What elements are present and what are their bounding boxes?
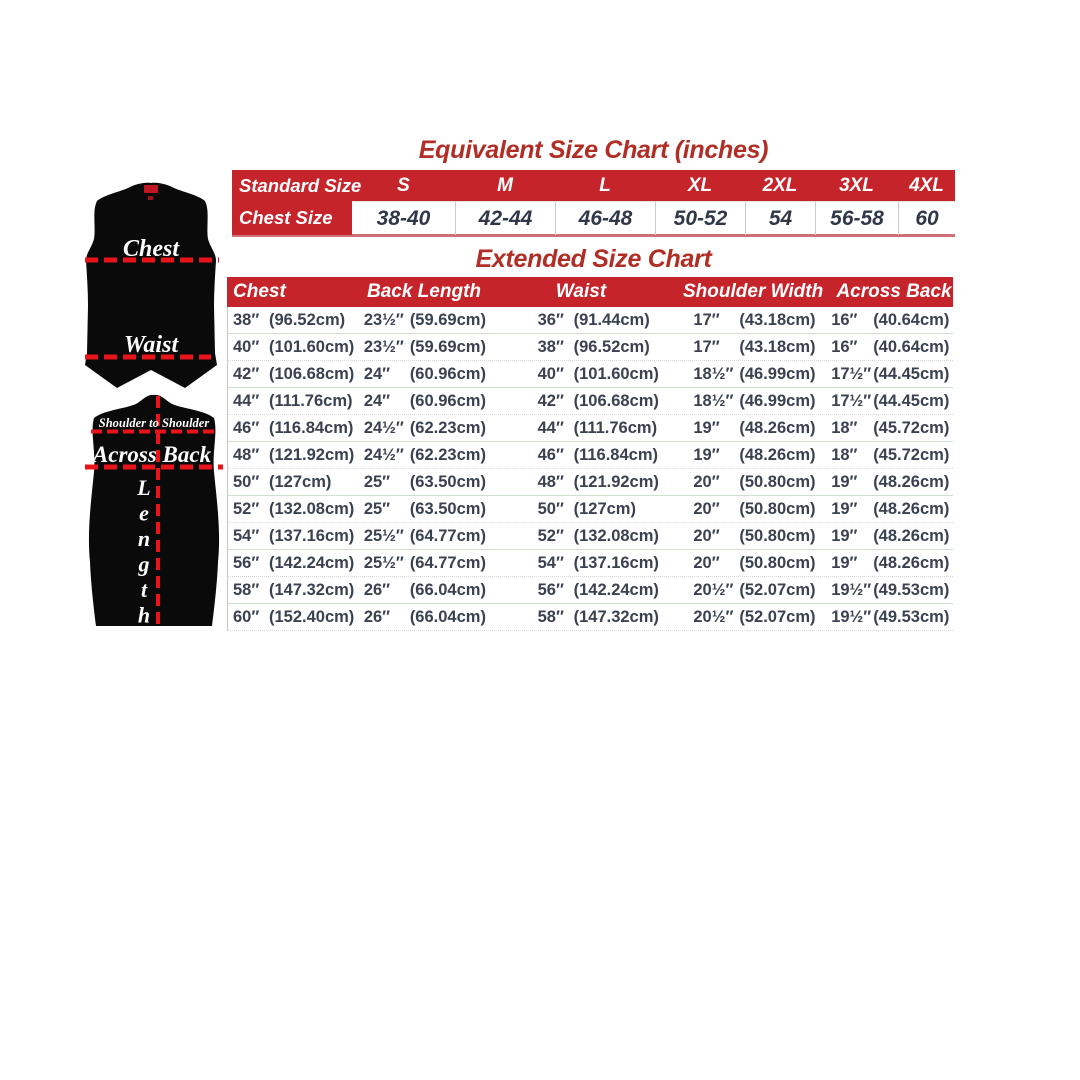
extended-size-table [227, 277, 953, 631]
measurement-cell: 20″ (50.80cm) [693, 472, 816, 491]
measurement-cell: 20½″ (52.07cm) [693, 607, 816, 626]
measurement-cell: 20″ (50.80cm) [693, 553, 816, 572]
measurement-cell: 25″ (63.50cm) [363, 472, 486, 491]
equivalent-size-table [232, 170, 955, 237]
measurement-cell: 25½″ (64.77cm) [363, 553, 486, 572]
measurement-cell: 16″ (40.64cm) [831, 337, 950, 356]
measurement-cell: 44″ (111.76cm) [233, 391, 353, 410]
measurement-cell: 56″ (142.24cm) [537, 580, 659, 599]
measurement-row [228, 550, 953, 577]
measurement-row [228, 604, 953, 631]
chest-size-value: 60 [898, 201, 955, 235]
measurement-cell: 36″ (91.44cm) [537, 310, 650, 329]
measurement-row [228, 496, 953, 523]
chest-size-value: 38-40 [352, 201, 455, 235]
collar-tag [144, 185, 158, 193]
measurement-cell: 24″ (60.96cm) [363, 364, 486, 383]
column-header: Waist [555, 281, 607, 302]
vest-front-diagram [83, 181, 221, 393]
measurement-cell: 54″ (137.16cm) [233, 526, 355, 545]
chest-size-value: 54 [745, 201, 815, 235]
equivalent-data-row [232, 201, 955, 234]
measurement-cell: 16″ (40.64cm) [831, 310, 950, 329]
measurement-cell: 52″ (132.08cm) [233, 499, 355, 518]
measurement-cell: 54″ (137.16cm) [537, 553, 659, 572]
measurement-cell: 23½″ (59.69cm) [363, 310, 486, 329]
measurement-cell: 17″ (43.18cm) [693, 310, 816, 329]
size-header-cell: L [599, 175, 611, 196]
measurement-cell: 17″ (43.18cm) [693, 337, 816, 356]
chest-size-label: Chest Size [232, 201, 352, 235]
measurement-cell: 19″ (48.26cm) [831, 526, 950, 545]
column-header: Shoulder Width [683, 281, 824, 302]
size-header-cell: XL [687, 175, 713, 196]
column-header: Across Back [836, 281, 952, 302]
measurement-row [228, 334, 953, 361]
measurement-cell: 50″ (127cm) [233, 472, 332, 491]
measurement-cell: 26″ (66.04cm) [363, 607, 486, 626]
measurement-cell: 17½″ (44.45cm) [831, 364, 950, 383]
measurement-cell: 42″ (106.68cm) [233, 364, 355, 383]
measurement-cell: 19″ (48.26cm) [693, 418, 816, 437]
size-header-cell: 4XL [909, 175, 944, 196]
measurement-cell: 25″ (63.50cm) [363, 499, 486, 518]
measurement-row [228, 415, 953, 442]
measurement-cell: 18½″ (46.99cm) [693, 391, 816, 410]
chest-size-value: 46-48 [555, 201, 655, 235]
column-header: Chest [233, 281, 286, 302]
measurement-cell: 19½″ (49.53cm) [831, 607, 950, 626]
measurement-cell: 24″ (60.96cm) [363, 391, 486, 410]
measurement-cell: 24½″ (62.23cm) [363, 445, 486, 464]
measurement-cell: 19½″ (49.53cm) [831, 580, 950, 599]
extended-chart-title: Extended Size Chart [475, 245, 712, 273]
measurement-cell: 52″ (132.08cm) [537, 526, 659, 545]
measurement-cell: 48″ (121.92cm) [233, 445, 355, 464]
measurement-cell: 58″ (147.32cm) [233, 580, 355, 599]
measurement-cell: 19″ (48.26cm) [831, 553, 950, 572]
measurement-cell: 20½″ (52.07cm) [693, 580, 816, 599]
measurement-cell: 18″ (45.72cm) [831, 418, 950, 437]
measurement-row [228, 469, 953, 496]
equivalent-chart-title: Equivalent Size Chart (inches) [418, 136, 769, 164]
measurement-cell: 50″ (127cm) [537, 499, 636, 518]
vest-back-diagram [83, 394, 225, 636]
collar-tag-mark [148, 196, 153, 200]
measurement-cell: 60″ (152.40cm) [233, 607, 355, 626]
waist-label: Waist [123, 332, 179, 358]
measurement-cell: 48″ (121.92cm) [537, 472, 659, 491]
measurement-row [228, 523, 953, 550]
measurement-cell: 38″ (96.52cm) [537, 337, 650, 356]
measurement-cell: 19″ (48.26cm) [693, 445, 816, 464]
measurement-cell: 24½″ (62.23cm) [363, 418, 486, 437]
measurement-row [228, 388, 953, 415]
measurement-row [228, 442, 953, 469]
measurement-cell: 20″ (50.80cm) [693, 526, 816, 545]
measurement-cell: 40″ (101.60cm) [537, 364, 659, 383]
measurement-cell: 56″ (142.24cm) [233, 553, 355, 572]
measurement-cell: 20″ (50.80cm) [693, 499, 816, 518]
standard-size-label: Standard Size [239, 175, 362, 196]
measurement-row [228, 577, 953, 604]
chest-label: Chest [122, 236, 180, 262]
chest-size-value: 42-44 [455, 201, 555, 235]
measurement-cell: 19″ (48.26cm) [831, 472, 950, 491]
measurement-row [228, 361, 953, 388]
measurement-cell: 23½″ (59.69cm) [363, 337, 486, 356]
size-header-cell: 3XL [839, 175, 874, 196]
across-back-label: Across Back [92, 442, 212, 467]
size-header-cell: S [397, 175, 410, 196]
measurement-cell: 18″ (45.72cm) [831, 445, 950, 464]
size-header-cell: M [497, 175, 513, 196]
measurement-cell: 40″ (101.60cm) [233, 337, 355, 356]
measurement-cell: 44″ (111.76cm) [537, 418, 658, 437]
extended-header-row [227, 277, 953, 307]
chest-size-value: 56-58 [815, 201, 898, 235]
equivalent-header-row [232, 170, 955, 201]
measurement-cell: 38″ (96.52cm) [233, 310, 346, 329]
measurement-row [228, 307, 953, 334]
column-header: Back Length [366, 281, 482, 302]
measurement-cell: 42″ (106.68cm) [537, 391, 659, 410]
measurement-cell: 17½″ (44.45cm) [831, 391, 950, 410]
length-label: L e n g t h [137, 475, 151, 628]
measurement-cell: 26″ (66.04cm) [363, 580, 486, 599]
measurement-cell: 18½″ (46.99cm) [693, 364, 816, 383]
size-header-cell: 2XL [762, 175, 798, 196]
measurement-cell: 46″ (116.84cm) [233, 418, 354, 437]
measurement-cell: 25½″ (64.77cm) [363, 526, 486, 545]
extended-table-body [227, 307, 953, 631]
measurement-cell: 19″ (48.26cm) [831, 499, 950, 518]
measurement-cell: 46″ (116.84cm) [537, 445, 658, 464]
shoulder-to-shoulder-label: Shoulder to Shoulder [98, 416, 210, 430]
measurement-cell: 58″ (147.32cm) [537, 607, 659, 626]
chest-size-value: 50-52 [655, 201, 745, 235]
